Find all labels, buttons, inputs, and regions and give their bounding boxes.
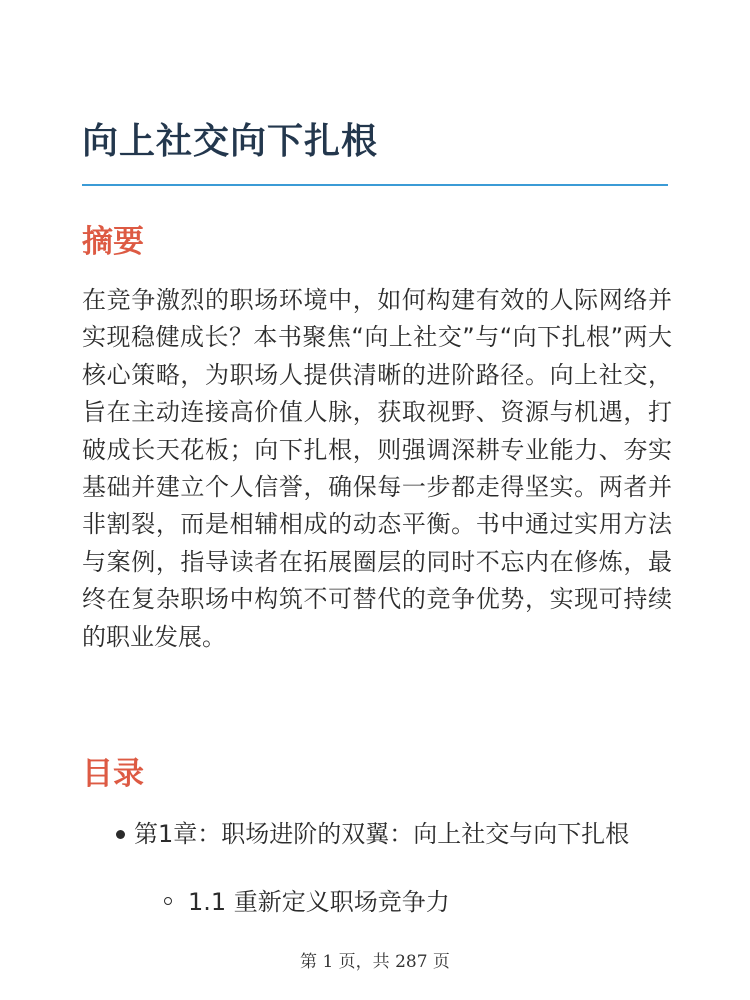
toc-list — [82, 816, 672, 920]
toc-chapter-label: 第1章：职场进阶的双翼：向上社交与向下扎根 — [134, 820, 630, 848]
abstract-body: 在竞争激烈的职场环境中，如何构建有效的人际网络并实现稳健成长？本书聚焦“向上社交”与“向下扎根”两大核心策略，为职场人提供清晰的进阶路径。向上社交，旨在主动连接高价值人脉，获取视野、资源与机遇，打破成长天花板；向下扎根，则强调深耕专业能力、夯实基础并建立个人信誉，确保每一步都走得坚实。两者并非割裂，而是相辅相成的动态平衡。书中通过实用方法与案例，指导读者在拓展圈层的同时不忘内在修炼，最终在复杂职场中构筑不可替代的竞争优势，实现可持续的职业发展。 — [82, 286, 672, 651]
toc-heading: 目录 — [82, 756, 144, 792]
toc-section-1-1[interactable] — [82, 884, 672, 920]
book-title: 向上社交向下扎根 — [82, 121, 379, 162]
bullet-dot-icon — [116, 830, 125, 839]
bullet-circle-icon — [164, 897, 172, 905]
page-number: 第 1 页，共 287 页 — [300, 952, 450, 972]
title-divider — [82, 184, 668, 186]
toc-section-label: 1.1 重新定义职场竞争力 — [188, 888, 450, 916]
abstract-heading: 摘要 — [82, 224, 144, 260]
toc-chapter-1[interactable] — [82, 816, 672, 920]
